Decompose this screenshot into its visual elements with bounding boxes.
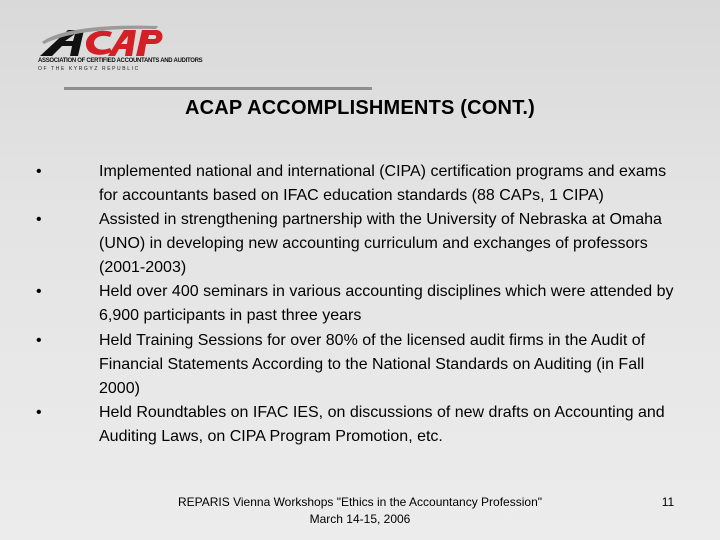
bullet-item bbox=[36, 280, 676, 328]
logo-subline: ASSOCIATION OF CERTIFIED ACCOUNTANTS AND AUDITORS bbox=[38, 58, 203, 64]
bullet-text: Assisted in strengthening partnership with the University of Nebraska at Omaha (UNO) in developing new accounting curriculum and exchanges of professors (2001-2003) bbox=[99, 211, 662, 277]
acap-logo bbox=[38, 22, 203, 74]
acap-logo-mark bbox=[38, 22, 166, 58]
bullet-icon: • bbox=[36, 163, 42, 180]
bullet-icon: • bbox=[36, 403, 42, 421]
page-number: 11 bbox=[661, 495, 675, 509]
slide-footer bbox=[150, 494, 570, 528]
title-rule bbox=[64, 87, 372, 90]
bullet-text: Held Training Sessions for over 80% of the licensed audit firms in the Audit of Financial Statements According to the National Standards on Auditing (in Fall 2000) bbox=[99, 331, 646, 397]
footer-line-2: March 14-15, 2006 bbox=[309, 512, 411, 526]
bullet-text: Implemented national and international (CIPA) certification programs and exams for accountants based on IFAC education standards (88 CAPs, 1 CIPA) bbox=[99, 163, 667, 204]
bullet-item bbox=[36, 160, 676, 208]
bullet-icon: • bbox=[36, 331, 42, 349]
bullet-list bbox=[36, 160, 676, 449]
slide-title: ACAP ACCOMPLISHMENTS (CONT.) bbox=[184, 97, 536, 119]
bullet-item bbox=[36, 329, 676, 401]
bullet-icon: • bbox=[36, 211, 42, 229]
footer-line-1: REPARIS Vienna Workshops "Ethics in the Accountancy Profession" bbox=[177, 495, 543, 509]
bullet-icon: • bbox=[36, 283, 42, 301]
logo-subline-secondary: OF THE KYRGYZ REPUBLIC bbox=[38, 66, 140, 72]
bullet-text: Held over 400 seminars in various accounting disciplines which were attended by 6,900 participants in past three years bbox=[99, 283, 674, 325]
bullet-item bbox=[36, 208, 676, 280]
bullet-text: Held Roundtables on IFAC IES, on discussions of new drafts on Accounting and Auditing Laws, on CIPA Program Promotion, etc. bbox=[99, 403, 665, 445]
bullet-item bbox=[36, 401, 676, 449]
